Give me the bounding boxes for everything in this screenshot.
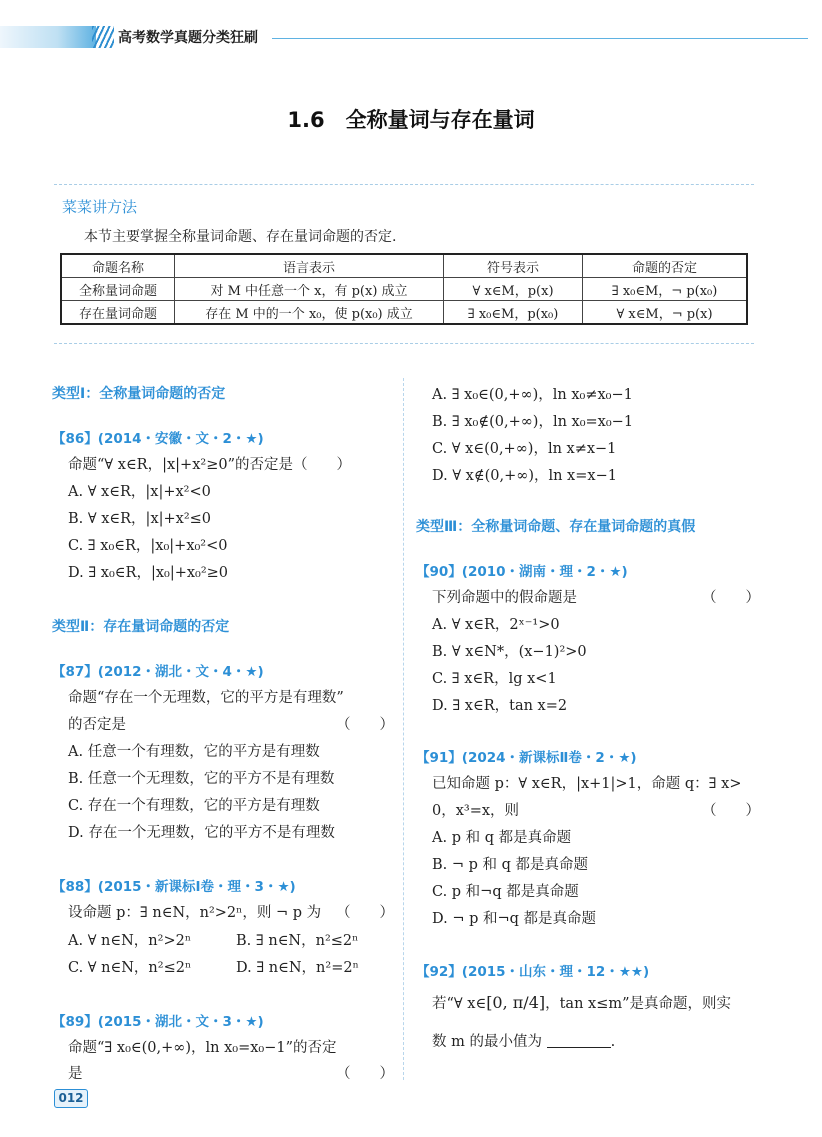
answer-paren: （ ） [702,590,760,606]
table-row [61,301,747,325]
header-stripes [92,26,114,48]
problem-88-option: A. ∀ n∈N，n²>2ⁿ [68,933,192,949]
problem-87-option: C. 存在一个有理数，它的平方是有理数 [68,798,320,814]
type-3-heading: 类型Ⅲ：全称量词命题、存在量词命题的真假 [416,519,696,535]
table-cell: ∀ x∈M，¬ p(x) [583,301,748,325]
problem-92-stem-part: 数 m 的最小值为 [432,1034,542,1050]
problem-88-option: C. ∀ n∈N，n²≤2ⁿ [68,960,192,976]
problem-87-stem: 的否定是 [68,717,126,733]
page-number: 012 [54,1089,88,1108]
method-intro: 本节主要掌握全称量词命题、存在量词命题的否定. [84,229,397,245]
problem-91-stem: 已知命题 p：∀ x∈R，|x+1|>1，命题 q：∃ x> [432,776,742,792]
table-cell: 存在量词命题 [61,301,175,325]
type-1-heading: 类型Ⅰ：全称量词命题的否定 [52,386,226,402]
table-header: 语言表示 [175,254,444,278]
problem-89-stem: 是 [68,1066,83,1082]
problem-90-option: C. ∃ x∈R，lg x<1 [432,671,557,687]
problem-90-option: D. ∃ x∈R，tan x=2 [432,698,568,714]
problem-87-option: A. 任意一个有理数，它的平方是有理数 [68,744,320,760]
definition-table [60,253,748,325]
header-band [0,26,96,48]
table-cell: ∃ x₀∈M，¬ p(x₀) [583,278,748,301]
problem-89-id: 【89】(2015・湖北・文・3・★) [52,1014,264,1030]
problem-86-option: A. ∀ x∈R，|x|+x²<0 [68,484,211,500]
problem-92-stem: 数 m 的最小值为 . [432,1034,616,1050]
table-header: 命题名称 [61,254,175,278]
answer-paren: （ ） [336,1066,394,1082]
divider-bottom [54,343,754,344]
table-cell: 全称量词命题 [61,278,175,301]
problem-91-option: D. ¬ p 和¬q 都是真命题 [432,911,597,927]
problem-92-stem-part: 若“∀ x∈ [432,996,487,1012]
problem-89-option: C. ∀ x∈(0,+∞)，ln x≠x−1 [432,441,617,457]
problem-91-option: A. p 和 q 都是真命题 [432,830,572,846]
problem-86-option: D. ∃ x₀∈R，|x₀|+x₀²≥0 [68,565,229,581]
problem-89-option: B. ∃ x₀∉(0,+∞)，ln x₀=x₀−1 [432,414,634,430]
problem-86-option: C. ∃ x₀∈R，|x₀|+x₀²<0 [68,538,228,554]
problem-89-stem: 命题“∃ x₀∈(0,+∞)，ln x₀=x₀−1”的否定 [68,1040,337,1056]
problem-92-stem [432,992,731,1013]
answer-paren: （ ） [702,803,760,819]
problem-91-option: B. ¬ p 和 q 都是真命题 [432,857,589,873]
table-header: 符号表示 [444,254,583,278]
problem-87-option: D. 存在一个无理数，它的平方不是有理数 [68,825,335,841]
interval-bracket: [0, π/4] [486,993,546,1012]
problem-90-option: B. ∀ x∈N*，(x−1)²>0 [432,644,587,660]
problem-92-id: 【92】(2015・山东・理・12・★★) [416,964,650,980]
problem-86-stem: 命题“∀ x∈R，|x|+x²≥0”的否定是（ ） [68,457,351,473]
answer-paren: （ ） [336,905,394,921]
column-divider [403,378,404,1080]
table-row [61,278,747,301]
table-header: 命题的否定 [583,254,748,278]
problem-88-option: D. ∃ n∈N，n²=2ⁿ [236,960,359,976]
problem-91-stem: 0，x³=x，则 [432,803,520,819]
table-cell: 对 M 中任意一个 x，有 p(x) 成立 [175,278,444,301]
problem-90-option: A. ∀ x∈R，2ˣ⁻¹>0 [432,617,560,633]
table-cell: 存在 M 中的一个 x₀，使 p(x₀) 成立 [175,301,444,325]
header-rule [272,38,808,39]
problem-92-stem-part: ，tan x≤m”是真命题，则实 [545,996,732,1012]
problem-89-option: D. ∀ x∉(0,+∞)，ln x=x−1 [432,468,617,484]
problem-86-id: 【86】(2014・安徽・文・2・★) [52,431,264,447]
method-heading: 菜菜讲方法 [62,198,138,216]
divider-top [54,184,754,185]
type-2-heading: 类型Ⅱ：存在量词命题的否定 [52,619,230,635]
problem-91-id: 【91】(2024・新课标Ⅱ卷・2・★) [416,750,637,766]
problem-88-stem: 设命题 p：∃ n∈N，n²>2ⁿ，则 ¬ p 为 [68,905,322,921]
section-title: 1.6 全称量词与存在量词 [287,108,535,132]
problem-88-option: B. ∃ n∈N，n²≤2ⁿ [236,933,359,949]
answer-blank[interactable] [547,1033,611,1048]
problem-87-option: B. 任意一个无理数，它的平方不是有理数 [68,771,335,787]
problem-88-id: 【88】(2015・新课标Ⅰ卷・理・3・★) [52,879,296,895]
problem-87-stem: 命题“存在一个无理数，它的平方是有理数” [68,690,344,706]
problem-89-option: A. ∃ x₀∈(0,+∞)，ln x₀≠x₀−1 [432,387,633,403]
problem-86-option: B. ∀ x∈R，|x|+x²≤0 [68,511,212,527]
table-cell: ∃ x₀∈M，p(x₀) [444,301,583,325]
problem-87-id: 【87】(2012・湖北・文・4・★) [52,664,264,680]
problem-91-option: C. p 和¬q 都是真命题 [432,884,579,900]
answer-paren: （ ） [336,717,394,733]
table-header-row [61,254,747,278]
problem-90-stem: 下列命题中的假命题是 [432,590,577,606]
book-title: 高考数学真题分类狂刷 [118,30,258,46]
table-cell: ∀ x∈M，p(x) [444,278,583,301]
problem-90-id: 【90】(2010・湖南・理・2・★) [416,564,628,580]
